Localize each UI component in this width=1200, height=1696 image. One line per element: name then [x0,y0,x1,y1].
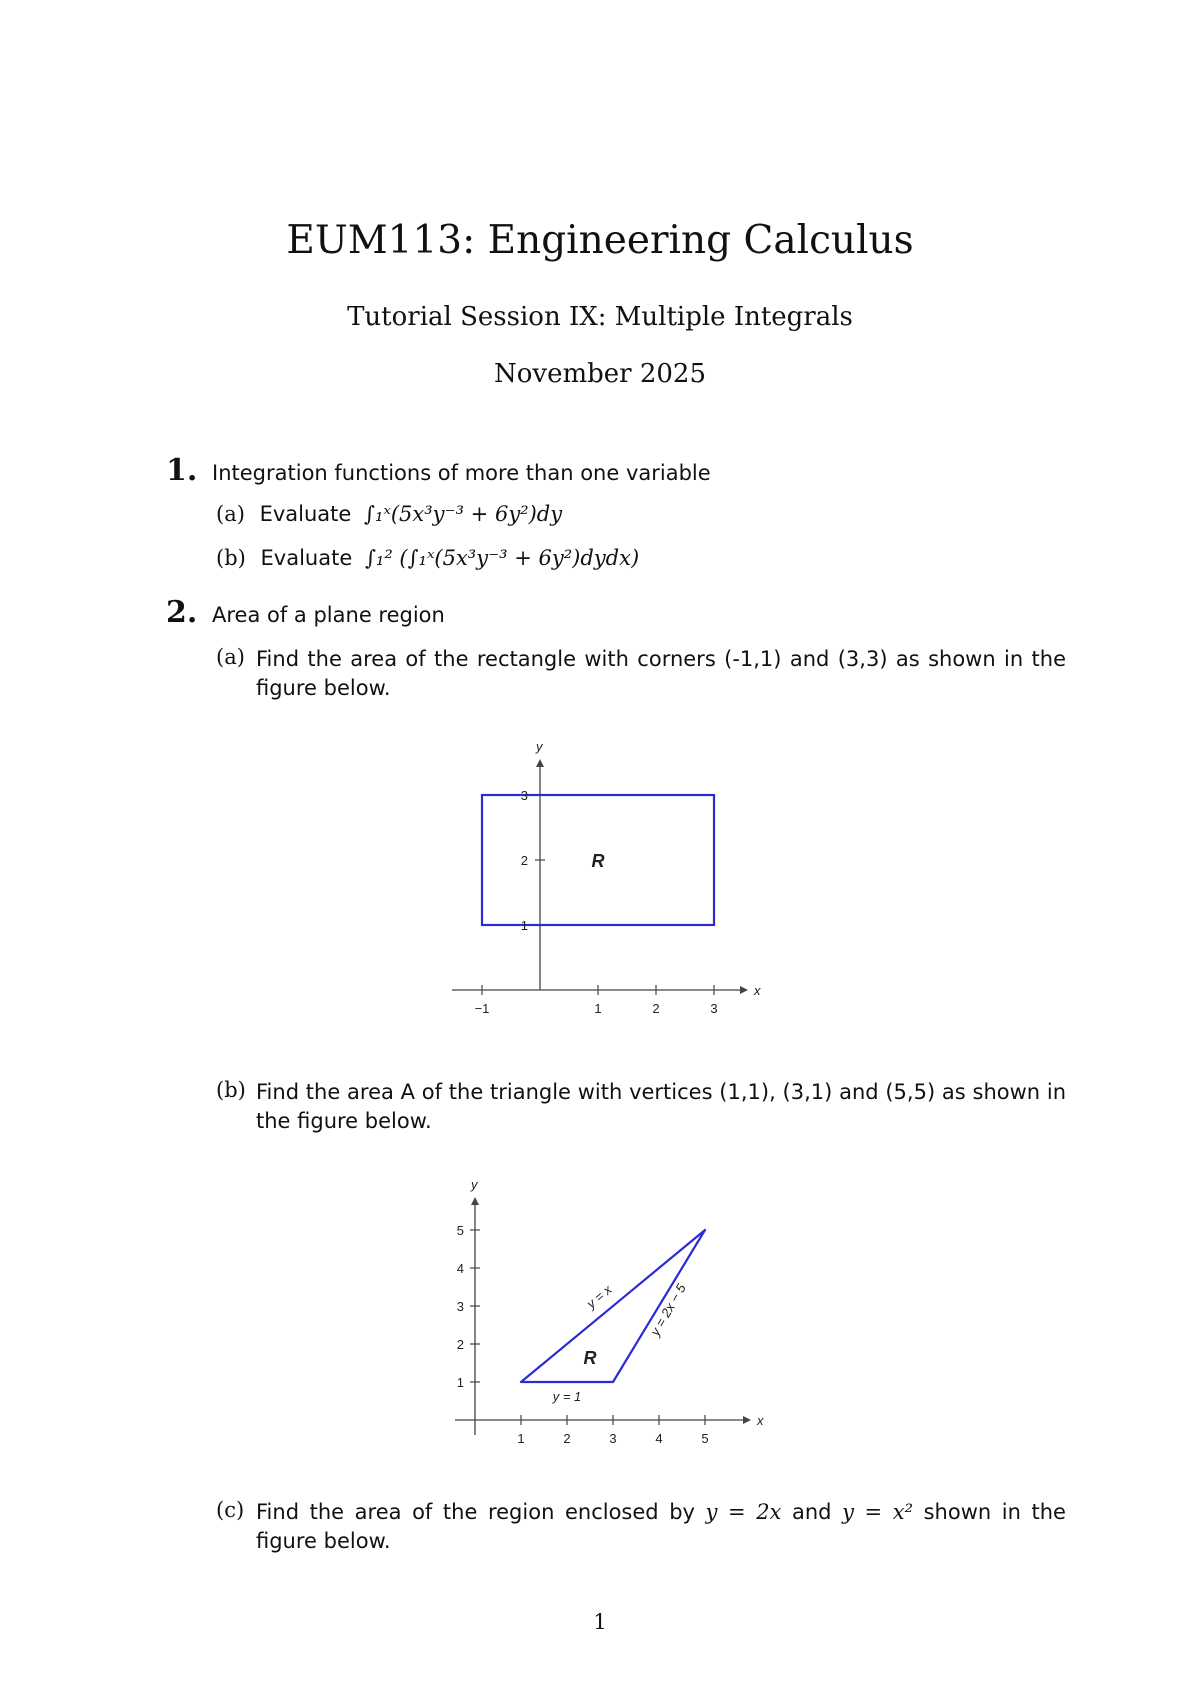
question-2c-connector: and [792,1500,832,1524]
x-axis-label: x [754,983,761,998]
y-tick-label: 2 [456,1337,464,1352]
y-tick-label: 3 [520,788,528,803]
x-tick-label: 3 [609,1431,617,1446]
question-2b [216,1078,1066,1136]
question-2a-text: Find the area of the rectangle with corners (-1,1) and (3,3) as shown in the figure below. [256,647,1066,700]
question-2b-text: Find the area A of the triangle with vertices (1,1), (3,1) and (5,5) as shown in the figure below. [256,1080,1066,1133]
question-1-number: 1. [166,453,198,488]
page-number: 1 [593,1610,607,1634]
y-tick-label: 2 [520,853,528,868]
question-1-heading [166,453,711,488]
question-1a-expression: ∫₁ˣ(5x³y⁻³ + 6y²)dy [364,502,563,526]
question-1-title: Integration functions of more than one variable [212,461,711,485]
question-1b-expression: ∫₁² (∫₁ˣ(5x³y⁻³ + 6y²)dydx) [364,546,640,570]
x-tick-label: 1 [517,1431,525,1446]
question-2c [216,1498,1066,1556]
question-2c-text [256,1498,1066,1556]
question-1a [216,502,562,526]
question-2c-equation-2: y = x² [842,1500,914,1524]
y-tick-label: 3 [456,1299,464,1314]
x-tick-label: 5 [701,1431,709,1446]
line-label-y-equals-x: y = x [583,1281,615,1312]
region-label: R [583,1348,597,1368]
y-tick-label: 5 [456,1223,464,1238]
document-date: November 2025 [493,359,707,389]
triangle-figure [440,1165,764,1455]
x-tick-label: −1 [474,1001,490,1016]
y-tick-label: 1 [520,918,528,933]
question-2b-label: (b) [216,1078,246,1102]
region-label: R [591,851,605,871]
question-1b-label: (b) [216,546,246,570]
x-axis-arrow [740,986,748,994]
y-axis-label: y [536,739,543,754]
y-tick-label: 4 [456,1261,464,1276]
x-tick-label: 2 [652,1001,660,1016]
x-axis-arrow [743,1416,751,1424]
question-2c-text-after: shown in the figure below. [256,1500,1066,1553]
question-2a-label: (a) [216,645,245,669]
question-2c-label: (c) [216,1498,245,1522]
question-2a [216,645,1066,703]
question-2-number: 2. [166,595,198,630]
document-subtitle: Tutorial Session IX: Multiple Integrals [347,302,853,332]
question-1b-verb: Evaluate [260,546,353,570]
question-2-heading [166,595,445,630]
y-tick-label: 1 [456,1375,464,1390]
question-2-title: Area of a plane region [212,603,445,627]
line-label-y-equals-2x-minus-5: y = 2x − 5 [647,1281,689,1339]
question-1b [216,546,639,570]
question-1a-verb: Evaluate [259,502,352,526]
x-axis-label: x [757,1413,764,1428]
x-tick-label: 2 [563,1431,571,1446]
y-axis-arrow [471,1197,479,1205]
question-2c-text-before: Find the area of the region enclosed by [256,1500,695,1524]
question-2c-equation-1: y = 2x [705,1500,782,1524]
x-tick-label: 4 [655,1431,663,1446]
x-tick-label: 1 [594,1001,602,1016]
line-label-y-equals-1: y = 1 [552,1389,582,1404]
document-title: EUM113: Engineering Calculus [286,218,914,263]
y-axis-label: y [471,1177,478,1192]
y-axis-arrow [536,759,544,767]
rectangle-figure [440,735,760,1035]
question-1a-label: (a) [216,502,245,526]
x-tick-label: 3 [710,1001,718,1016]
